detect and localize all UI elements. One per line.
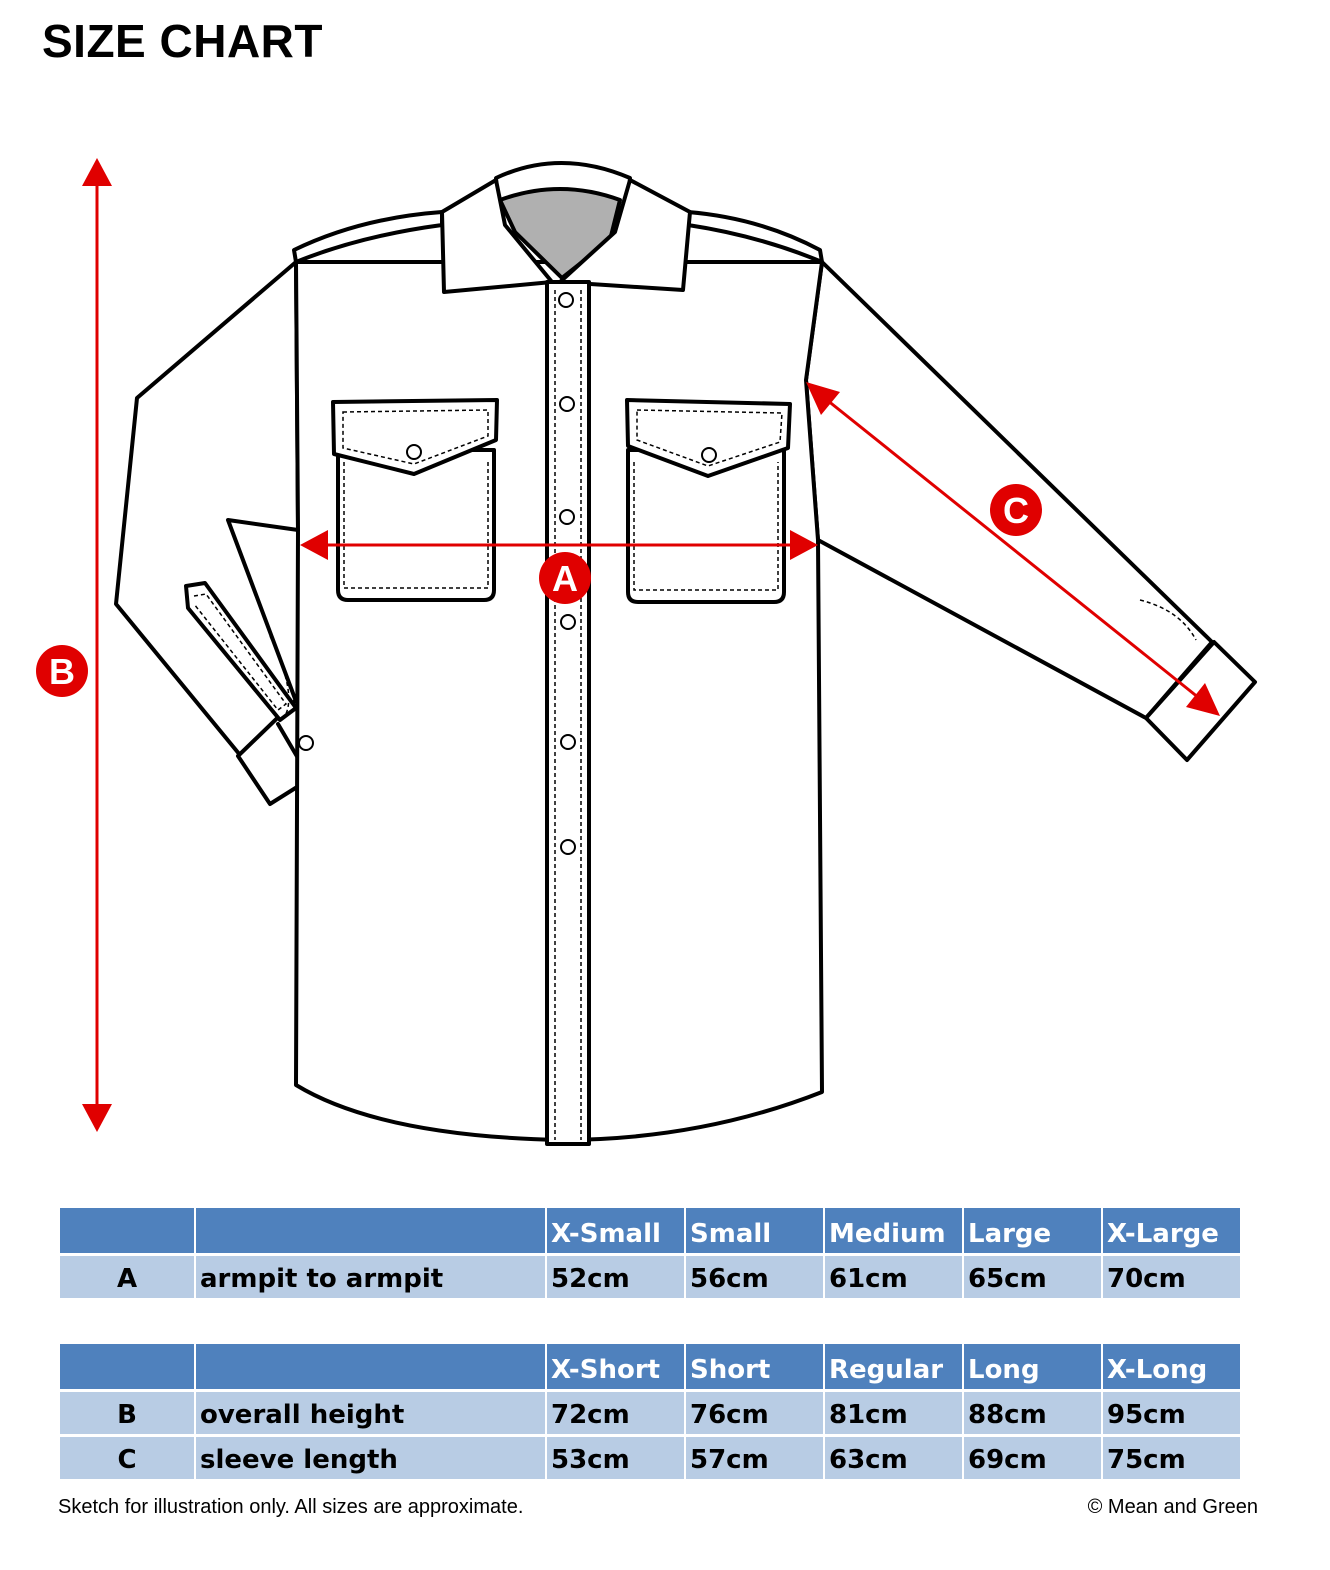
arrow-b-head-bottom: [82, 1104, 112, 1132]
page-title: SIZE CHART: [42, 15, 323, 67]
row-value: 57cm: [686, 1437, 823, 1479]
marker-c: [990, 484, 1042, 536]
table-row: [60, 1437, 1240, 1479]
table-header-cell: X-Large: [1103, 1208, 1240, 1253]
marker-a: [539, 552, 591, 604]
table-header-cell: Long: [964, 1344, 1101, 1389]
marker-b-label: B: [49, 651, 75, 692]
row-value: 72cm: [547, 1392, 684, 1434]
table-header-cell: [60, 1344, 194, 1389]
button: [561, 840, 575, 854]
button: [560, 397, 574, 411]
marker-a-label: A: [552, 558, 578, 599]
row-value: 56cm: [686, 1256, 823, 1298]
table-row: [60, 1392, 1240, 1434]
row-value: 53cm: [547, 1437, 684, 1479]
table-header-cell: [196, 1344, 545, 1389]
row-value: 70cm: [1103, 1256, 1240, 1298]
size-table-length: [58, 1341, 1242, 1482]
button: [560, 510, 574, 524]
table-header-cell: [196, 1208, 545, 1253]
row-value: 95cm: [1103, 1392, 1240, 1434]
row-value: 76cm: [686, 1392, 823, 1434]
right-yoke: [688, 212, 822, 262]
row-label: armpit to armpit: [196, 1256, 545, 1298]
row-value: 75cm: [1103, 1437, 1240, 1479]
table-row: [60, 1256, 1240, 1298]
button: [559, 293, 573, 307]
table-header-cell: Large: [964, 1208, 1101, 1253]
table-header-cell: Short: [686, 1344, 823, 1389]
table-header-row: [60, 1208, 1240, 1253]
table-header-cell: [60, 1208, 194, 1253]
table-header-cell: X-Short: [547, 1344, 684, 1389]
table-header-row: [60, 1344, 1240, 1389]
table-header-cell: X-Long: [1103, 1344, 1240, 1389]
button: [561, 615, 575, 629]
row-code: A: [60, 1256, 194, 1298]
row-value: 69cm: [964, 1437, 1101, 1479]
row-value: 61cm: [825, 1256, 962, 1298]
row-label: overall height: [196, 1392, 545, 1434]
copyright: © Mean and Green: [1087, 1496, 1258, 1518]
left-yoke: [294, 212, 442, 262]
button: [299, 736, 313, 750]
row-code: C: [60, 1437, 194, 1479]
row-value: 63cm: [825, 1437, 962, 1479]
button: [561, 735, 575, 749]
marker-c-label: C: [1003, 490, 1029, 531]
row-value: 88cm: [964, 1392, 1101, 1434]
size-table-width: [58, 1205, 1242, 1301]
row-value: 52cm: [547, 1256, 684, 1298]
row-value: 81cm: [825, 1392, 962, 1434]
row-label: sleeve length: [196, 1437, 545, 1479]
button: [702, 448, 716, 462]
table-header-cell: Medium: [825, 1208, 962, 1253]
row-value: 65cm: [964, 1256, 1101, 1298]
table-header-cell: Regular: [825, 1344, 962, 1389]
table-header-cell: Small: [686, 1208, 823, 1253]
marker-b: [36, 645, 88, 697]
table-header-cell: X-Small: [547, 1208, 684, 1253]
button: [407, 445, 421, 459]
footnote: Sketch for illustration only. All sizes are approximate.: [58, 1496, 524, 1518]
row-code: B: [60, 1392, 194, 1434]
arrow-b-head-top: [82, 158, 112, 186]
